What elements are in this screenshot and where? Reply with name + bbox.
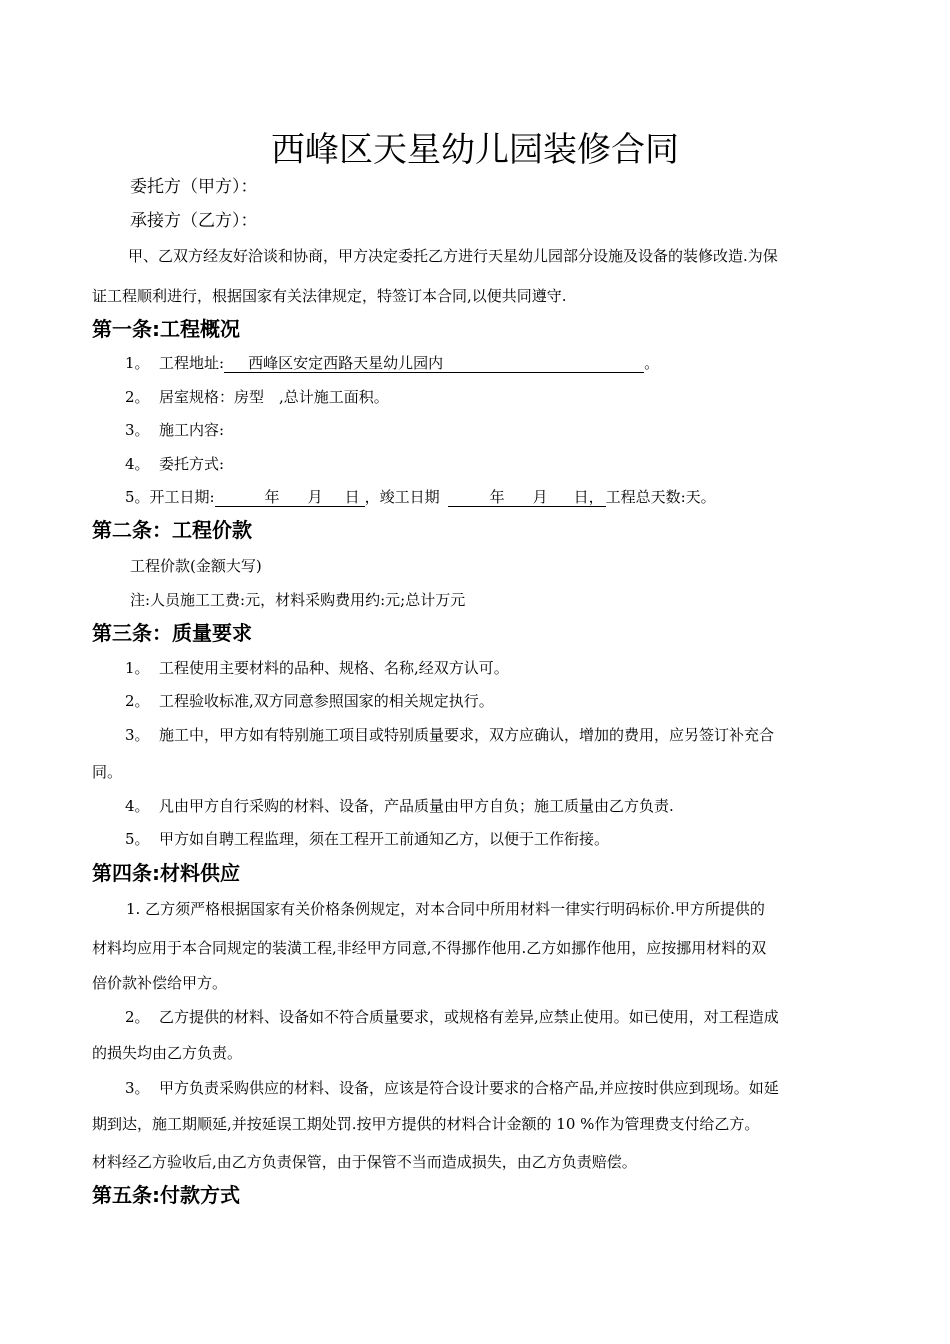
s1-item-3-num: 3。 <box>125 421 150 439</box>
start-date-field <box>215 488 365 507</box>
s1-item-1 <box>125 353 659 373</box>
s3-item-3-cont: 同。 <box>92 763 123 781</box>
end-month-label: 月 <box>532 488 548 506</box>
end-date-field <box>448 488 606 507</box>
end-year-label: 年 <box>489 488 505 506</box>
section-2-heading: 第二条：工程价款 <box>92 518 252 542</box>
start-day-label: 日 <box>344 488 360 506</box>
page-title: 西峰区天星幼儿园装修合同 <box>271 130 679 170</box>
s4-para-2-line-1 <box>125 1007 779 1027</box>
s1-item-4 <box>125 454 224 474</box>
s4-para-1-line-2: 材料均应用于本合同规定的装潢工程,非经甲方同意,不得挪作他用.乙方如挪作他用，应按挪用材料的双 <box>92 939 767 957</box>
s1-item-2-num: 2。 <box>125 388 150 406</box>
s4-para-2-line-2: 的损失均由乙方负责。 <box>92 1044 243 1062</box>
s3-item-1 <box>125 658 509 678</box>
s3-item-4-num: 4。 <box>125 797 150 815</box>
intro-line-2: 证工程顺利进行，根据国家有关法律规定，特签订本合同,以便共同遵守. <box>92 287 567 305</box>
s3-item-4-text: 凡由甲方自行采购的材料、设备，产品质量由甲方自负；施工质量由乙方负责. <box>159 797 674 815</box>
s1-item-3 <box>125 420 224 440</box>
s1-item-3-text: 施工内容: <box>159 421 225 439</box>
s4-para-1-line-1: 1. 乙方须严格根据国家有关价格条例规定，对本合同中所用材料一律实行明码标价.甲方所提供的 <box>126 900 765 918</box>
s3-item-1-text: 工程使用主要材料的品种、规格、名称,经双方认可。 <box>159 659 509 677</box>
end-day-label: 日， <box>573 488 604 506</box>
s3-item-2 <box>125 691 494 711</box>
s4-para-3-line-3: 材料经乙方验收后,由乙方负责保管，由于保管不当而造成损失，由乙方负责赔偿。 <box>92 1153 637 1171</box>
s1-item-4-num: 4。 <box>125 455 150 473</box>
s3-item-3-num: 3。 <box>125 726 150 744</box>
s1-item-1-label: 工程地址: <box>159 354 225 372</box>
s2-note-line: 注:人员施工工费:元，材料采购费用约:元;总计万元 <box>130 591 466 609</box>
party-a-label: 委托方（甲方）： <box>130 177 258 197</box>
s3-item-5-num: 5。 <box>125 830 150 848</box>
s1-item-4-text: 委托方式: <box>159 455 225 473</box>
total-days-label: 工程总天数:天。 <box>605 488 716 506</box>
project-address-value: 西峰区安定西路天星幼儿园内 <box>224 354 644 373</box>
s4-para-2-text: 乙方提供的材料、设备如不符合质量要求，或规格有差异,应禁止使用。如已使用，对工程造成 <box>159 1008 779 1026</box>
s4-para-3-num: 3。 <box>125 1079 150 1097</box>
start-date-label: 5。开工日期: <box>125 488 215 506</box>
intro-line-1: 甲、乙双方经友好洽谈和协商，甲方决定委托乙方进行天星幼儿园部分设施及设备的装修改造.为保 <box>128 247 778 265</box>
s1-item-5 <box>125 487 716 507</box>
s1-item-2 <box>125 387 389 407</box>
start-year-label: 年 <box>264 488 280 506</box>
s3-item-3-text: 施工中，甲方如有特别施工项目或特别质量要求，双方应确认，增加的费用，应另签订补充合 <box>159 726 775 744</box>
s1-item-1-num: 1。 <box>125 354 150 372</box>
end-date-label: ，竣工日期 <box>364 488 440 506</box>
s4-para-3-line-2: 期到达，施工期顺延,并按延误工期处罚.按甲方提供的材料合计金额的 10 %作为管理费支付给乙方。 <box>92 1115 760 1133</box>
section-5-heading: 第五条:付款方式 <box>92 1183 240 1207</box>
s3-item-4 <box>125 796 674 816</box>
s4-para-2-num: 2。 <box>125 1008 150 1026</box>
s4-para-1-line-3: 倍价款补偿给甲方。 <box>92 974 228 992</box>
s3-item-5 <box>125 829 609 849</box>
section-3-heading: 第三条：质量要求 <box>92 621 252 645</box>
s3-item-5-text: 甲方如自聘工程监理，须在工程开工前通知乙方，以便于工作衔接。 <box>159 830 610 848</box>
s4-para-3-text: 甲方负责采购供应的材料、设备，应该是符合设计要求的合格产品,并应按时供应到现场。如延 <box>159 1079 779 1097</box>
party-b-label: 承接方（乙方）： <box>130 211 258 231</box>
s3-item-3 <box>125 725 774 745</box>
s1-item-1-end: 。 <box>644 354 660 372</box>
s1-item-2-text: 居室规格：房型 ,总计施工面积。 <box>159 388 389 406</box>
s4-para-3-line-1 <box>125 1078 779 1098</box>
s3-item-2-num: 2。 <box>125 692 150 710</box>
s3-item-2-text: 工程验收标准,双方同意参照国家的相关规定执行。 <box>159 692 494 710</box>
start-month-label: 月 <box>307 488 323 506</box>
s2-price-line: 工程价款(金额大写) <box>130 557 262 575</box>
section-1-heading: 第一条:工程概况 <box>92 317 240 341</box>
section-4-heading: 第四条:材料供应 <box>92 861 240 885</box>
s3-item-1-num: 1。 <box>125 659 150 677</box>
